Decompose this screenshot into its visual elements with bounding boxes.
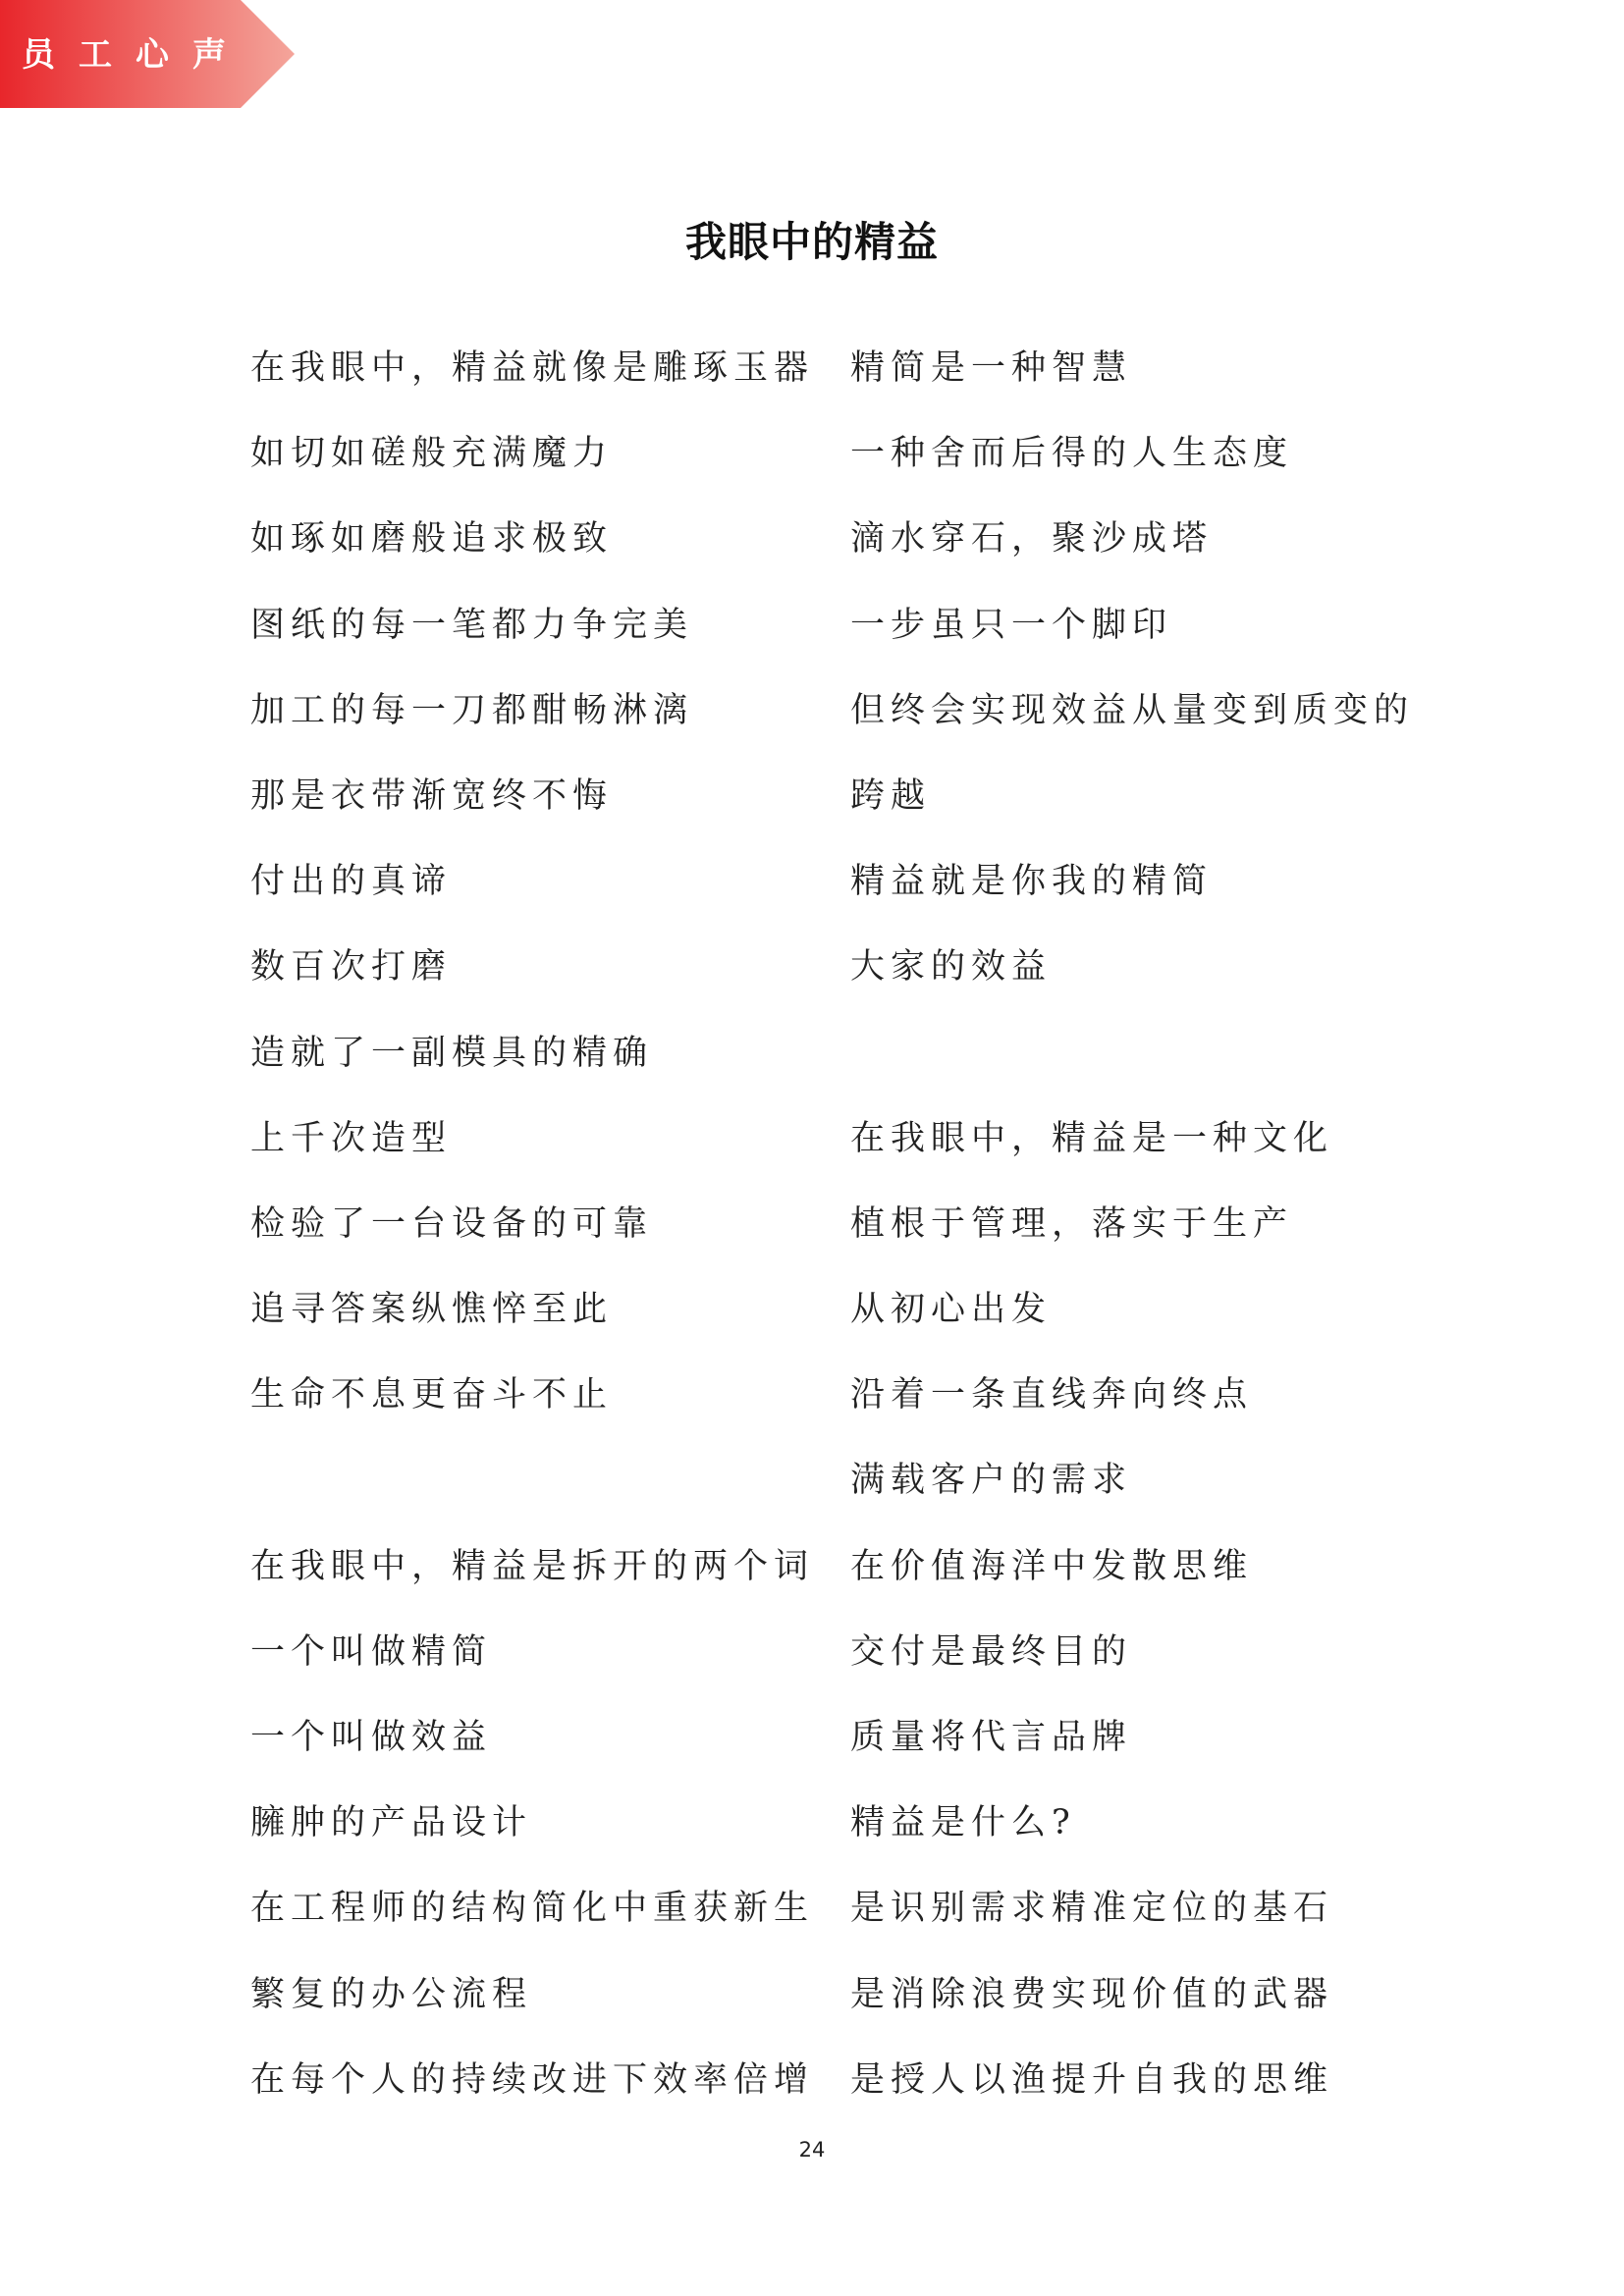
poem-line: 在每个人的持续改进下效率倍增 [250,2059,815,2100]
poem-line: 大家的效益 [850,947,1053,988]
poem-line: 一个叫做精简 [250,1631,493,1672]
poem-line: 造就了一副模具的精确 [250,1033,654,1073]
poem-line: 精益就是你我的精简 [850,862,1214,902]
poem-line [850,1024,1400,1109]
poem-line: 图纸的每一笔都力争完美 [250,605,694,645]
poem-line: 如琢如磨般追求极致 [250,519,614,560]
poem-line: 生命不息更奋斗不止 [250,1375,614,1415]
poem-line: 从初心出发 [850,1290,1053,1330]
poem-line: 沿着一条直线奔向终点 [850,1375,1254,1415]
poem-line: 在我眼中，精益是拆开的两个词 [250,1546,815,1586]
poem-line: 植根于管理，落实于生产 [850,1203,1294,1244]
poem-line: 一步虽只一个脚印 [850,605,1173,645]
poem-line: 是授人以渔提升自我的思维 [850,2059,1334,2100]
poem-line: 滴水穿石，聚沙成塔 [850,519,1214,560]
poem-line: 一个叫做效益 [250,1718,493,1757]
poem-line: 数百次打磨 [250,947,453,988]
poem-line: 在价值海洋中发散思维 [850,1546,1254,1586]
poem-line: 精简是一种智慧 [850,348,1133,388]
poem-line: 交付是最终目的 [850,1631,1133,1672]
poem-line: 繁复的办公流程 [250,1974,533,2014]
poem-line: 在我眼中，精益就像是雕琢玉器 [250,348,815,388]
poem-line: 付出的真谛 [250,862,453,902]
poem-left-column [250,339,815,2136]
poem-line: 在工程师的结构简化中重获新生 [250,1889,815,1929]
poem-right-column [850,339,1415,2136]
poem-line: 追寻答案纵憔悴至此 [250,1290,614,1330]
poem-line: 一种舍而后得的人生态度 [850,434,1294,474]
poem-line: 跨越 [850,775,932,816]
poem-line: 是消除浪费实现价值的武器 [850,1974,1334,2014]
poem-line: 检验了一台设备的可靠 [250,1203,654,1244]
poem-line: 精益是什么? [850,1803,1076,1843]
page-number: 24 [798,2138,826,2162]
section-label: 员工心声 [22,35,249,75]
poem-line: 上千次造型 [250,1118,453,1158]
poem-line: 在我眼中，精益是一种文化 [850,1118,1334,1158]
poem-line [250,1451,800,1536]
poem-line: 如切如磋般充满魔力 [250,434,614,474]
poem-line: 加工的每一刀都酣畅淋漓 [250,690,694,730]
poem-line: 满载客户的需求 [850,1461,1133,1501]
poem-line: 那是衣带渐宽终不悔 [250,775,614,816]
poem-line: 臃肿的产品设计 [250,1803,533,1843]
poem-line: 是识别需求精准定位的基石 [850,1889,1334,1929]
article-title: 我眼中的精益 [684,218,939,266]
section-tab [0,0,295,108]
poem-line: 质量将代言品牌 [850,1718,1133,1757]
poem-line: 但终会实现效益从量变到质变的 [850,690,1415,730]
